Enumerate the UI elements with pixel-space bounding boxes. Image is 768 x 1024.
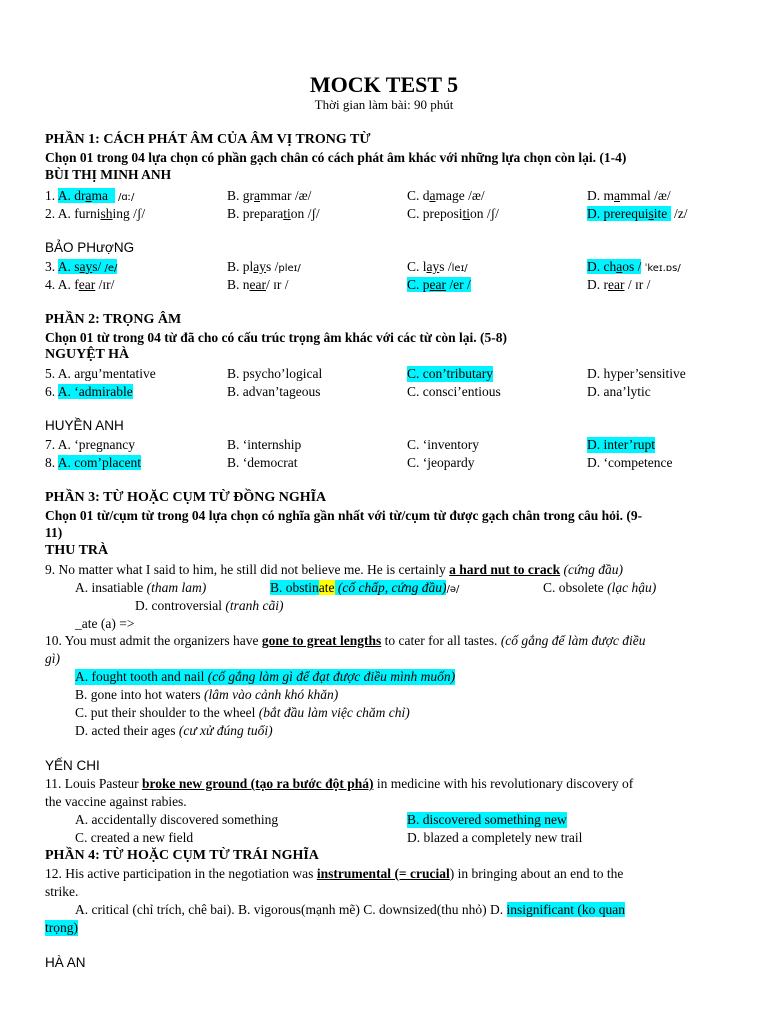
q7-option-a: 7. A. ‘pregnancy (45, 437, 135, 452)
q11-option-a: A. accidentally discovered something (75, 812, 279, 827)
q1-option-c: C. damage /æ/ (407, 188, 485, 203)
q10-option-a: A. fought tooth and nail (cố gắng làm gì để đạt được điều mình muốn) (75, 669, 456, 684)
q10-option-c: C. put their shoulder to the wheel (bắt đầu làm việc chăm chỉ) (75, 705, 410, 720)
q8-option-b: B. ‘democrat (227, 455, 298, 470)
q4-option-d: D. rear / ɪr / (587, 277, 651, 292)
q1-option-d: D. mammal /æ/ (587, 188, 671, 203)
q6-option-b: B. advan’tageous (227, 384, 321, 399)
q12-stem-line2: strike. (45, 884, 79, 899)
q11-option-c: C. created a new field (75, 830, 194, 845)
q12-options: A. critical (chỉ trích, chê bai). B. vigorous(mạnh mẽ) C. downsized(thu nhỏ) D. insignificant (ko quan (75, 902, 625, 917)
q9-option-d: D. controversial (tranh cãi) (135, 598, 284, 613)
part3-author-2: YẾN CHI (45, 758, 100, 773)
q9-option-c: C. obsolete (lạc hậu) (543, 580, 657, 595)
q11-option-d: D. blazed a completely new trail (407, 830, 583, 845)
page-title: MOCK TEST 5 (309, 72, 459, 97)
part1-author-2: BẢO PHượNG (45, 240, 135, 255)
q11-stem: 11. Louis Pasteur broke new ground (tạo ra bước đột phá) in medicine with his revolutionary discovery of (45, 776, 634, 791)
q8-option-d: D. ‘competence (587, 455, 673, 470)
q10-stem: 10. You must admit the organizers have gone to great lengths to cater for all tastes. (cố gắng để làm được điều (45, 633, 646, 648)
part4-author: HÀ AN (45, 955, 86, 970)
q1-option-a: 1. A. drama /ɑː/ (45, 188, 135, 203)
part2-author-1: NGUYỆT HÀ (45, 347, 130, 362)
q10-stem-line2: gì) (45, 651, 60, 666)
part2-heading: PHẦN 2: TRỌNG ÂM (45, 312, 182, 327)
q7-option-b: B. ‘internship (227, 437, 302, 452)
q2-option-d: D. prerequisite /z/ (587, 206, 688, 221)
part3-instruction-line1: Chọn 01 từ/cụm từ trong 04 lựa chọn có nghĩa gần nhất với từ/cụm từ được gạch chân trong câu hỏi. (9- (45, 508, 643, 523)
q4-option-c: C. pear /er / (407, 277, 471, 292)
q10-option-b: B. gone into hot waters (lâm vào cảnh khó khăn) (75, 687, 339, 702)
q6-option-a: 6. A. ‘admirable (45, 384, 133, 399)
q10-option-d: D. acted their ages (cư xử đúng tuổi) (75, 723, 273, 738)
part2-author-2: HUYỀN ANH (45, 418, 124, 433)
q4-option-a: 4. A. fear /ɪr/ (45, 277, 115, 292)
q1-option-b: B. grammar /æ/ (227, 188, 312, 203)
part4-heading: PHẦN 4: TỪ HOẶC CỤM TỪ TRÁI NGHĨA (45, 848, 319, 863)
q6-option-c: C. consci’entious (407, 384, 501, 399)
q3-option-c: C. lays /leɪ/ (407, 259, 468, 274)
part3-instruction-line2: 11) (45, 525, 63, 540)
part3-heading: PHẦN 3: TỪ HOẶC CỤM TỪ ĐỒNG NGHĨA (45, 490, 327, 505)
q3-option-d: D. chaos / ˈkeɪ.ɒs/ (587, 259, 681, 274)
part1-instruction: Chọn 01 trong 04 lựa chọn có phần gạch chân có cách phát âm khác với những lựa chọn còn lại. (1-4) (45, 150, 627, 165)
q11-option-b: B. discovered something new (407, 812, 567, 827)
q2-option-a: 2. A. furnishing /ʃ/ (45, 206, 146, 221)
q7-option-d: D. inter’rupt (587, 437, 655, 452)
q2-option-c: C. preposition /ʃ/ (407, 206, 499, 221)
q12-stem: 12. His active participation in the negotiation was instrumental (= crucial) in bringing about an end to the (45, 866, 624, 881)
q8-option-a: 8. A. com’placent (45, 455, 141, 470)
q5-option-b: B. psycho’logical (227, 366, 323, 381)
q7-option-c: C. ‘inventory (407, 437, 479, 452)
q9-stem: 9. No matter what I said to him, he still did not believe me. He is certainly a hard nut to crack (cứng đầu) (45, 562, 624, 577)
part1-author-1: BÙI THỊ MINH ANH (45, 167, 172, 182)
q3-option-a: 3. A. says/ /e/ (45, 259, 118, 274)
q6-option-d: D. ana’lytic (587, 384, 651, 399)
page-subtitle: Thời gian làm bài: 90 phút (314, 97, 454, 112)
q9-option-b: B. obstinate (cố chấp, cứng đầu)/ə/ (270, 580, 460, 595)
q4-option-b: B. near/ ɪr / (227, 277, 289, 292)
part1-heading: PHẦN 1: CÁCH PHÁT ÂM CỦA ÂM VỊ TRONG TỪ (45, 132, 371, 147)
q9-note: _ate (a) => (75, 616, 135, 631)
q5-option-a: 5. A. argu’mentative (45, 366, 156, 381)
part2-instruction: Chọn 01 từ trong 04 từ đã cho có cấu trúc trọng âm khác với các từ còn lại. (5-8) (45, 330, 507, 345)
q12-options-line2: trọng) (45, 920, 78, 935)
part3-author-1: THU TRÀ (45, 543, 109, 558)
q8-option-c: C. ‘jeopardy (407, 455, 475, 470)
q3-option-b: B. plays /pleɪ/ (227, 259, 301, 274)
q5-option-c: C. con’tributary (407, 366, 493, 381)
q5-option-d: D. hyper’sensitive (587, 366, 686, 381)
q2-option-b: B. preparation /ʃ/ (227, 206, 320, 221)
q11-stem-line2: the vaccine against rabies. (45, 794, 187, 809)
q9-option-a: A. insatiable (tham lam) (75, 580, 207, 595)
